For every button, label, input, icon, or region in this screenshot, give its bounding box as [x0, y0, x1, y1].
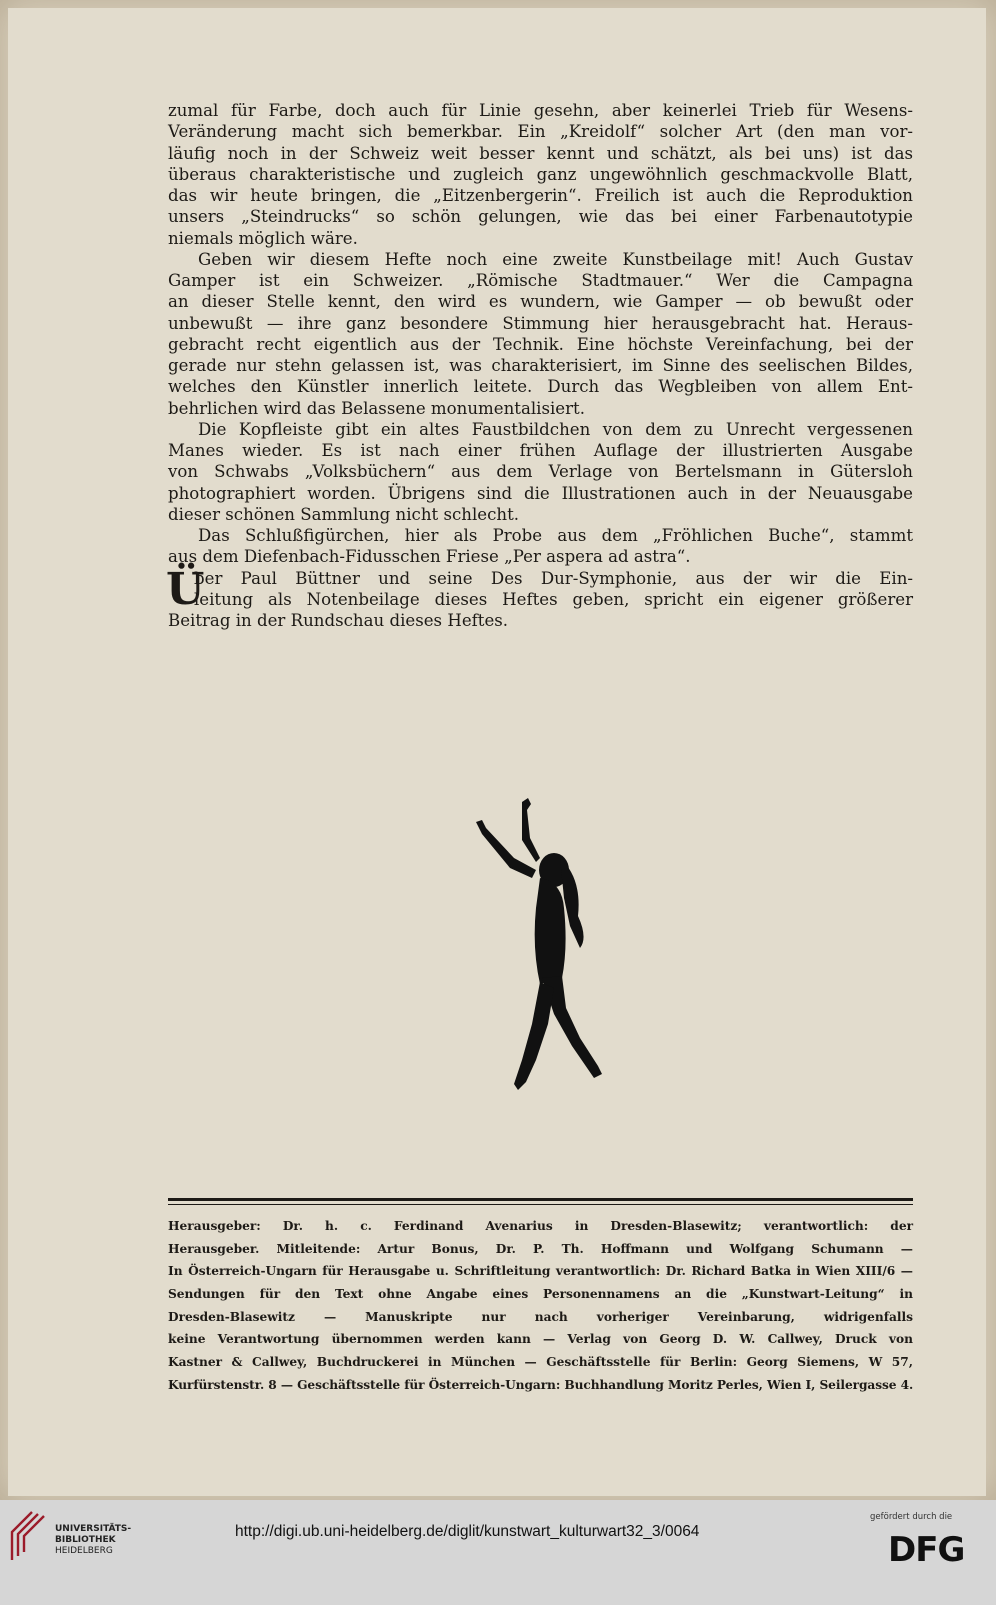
- text-line: zumal für Farbe, doch auch für Linie gesehn, aber keinerlei Trieb für Wesens-: [168, 101, 913, 120]
- university-library-name: [55, 1524, 131, 1557]
- imprint-line: keine Verantwortung übernommen werden kann — Verlag von Georg D. W. Callwey, Druck von: [168, 1332, 913, 1347]
- text-line: Manes wieder. Es ist nach einer frühen Auflage der illustrierten Ausgabe: [168, 441, 913, 460]
- text-line: aus dem Diefenbach-Fidusschen Friese „Per aspera ad astra“.: [168, 547, 691, 567]
- library-line: UNIVERSITÄTS-: [55, 1524, 132, 1534]
- text-line: leitung als Notenbeilage dieses Heftes geben, spricht ein eigener größerer: [194, 589, 913, 609]
- text-line: läufig noch in der Schweiz weit besser kennt und schätzt, als bei uns) ist das: [168, 143, 913, 163]
- page-paper: [8, 8, 986, 1496]
- closing-silhouette-figure: [470, 798, 610, 1093]
- imprint-line: Kurfürstenstr. 8 — Geschäftsstelle für Österreich-Ungarn: Buchhandlung Moritz Perles, Wien I, Seilergasse 4.: [168, 1377, 914, 1392]
- text-line: dieser schönen Sammlung nicht schlecht.: [168, 504, 520, 524]
- text-line: das wir heute bringen, die „Eitzenbergerin“. Freilich ist auch die Reproduktion: [168, 186, 913, 205]
- imprint-line: In Österreich-Ungarn für Herausgabe u. Schriftleitung verantwortlich: Dr. Richard Batka in Wien XIII/6 —: [168, 1264, 913, 1279]
- university-library-logo-icon: [6, 1508, 50, 1564]
- imprint-line: Kastner & Callwey, Buchdruckerei in München — Geschäftsstelle für Berlin: Georg Siemens, W 57,: [168, 1355, 913, 1370]
- text-line: unbewußt — ihre ganz besondere Stimmung hier herausgebracht hat. Heraus-: [168, 313, 913, 333]
- permalink-url[interactable]: http://digi.ub.uni-heidelberg.de/diglit/kunstwart_kulturwart32_3/0064: [235, 1523, 700, 1540]
- library-line: HEIDELBERG: [55, 1546, 113, 1556]
- text-line: behrlichen wird das Belassene monumentalisiert.: [168, 398, 585, 418]
- text-line: gebracht recht eigentlich aus der Technik. Eine höchste Vereinfachung, bei der: [168, 334, 913, 354]
- text-line: gerade nur stehn gelassen ist, was charakterisiert, im Sinne des seelischen Bildes,: [168, 356, 913, 375]
- imprint-line: Herausgeber. Mitleitende: Artur Bonus, Dr. P. Th. Hoffmann und Wolfgang Schumann —: [168, 1241, 913, 1256]
- text-line: an dieser Stelle kennt, den wird es wundern, wie Gamper — ob bewußt oder: [168, 292, 913, 312]
- text-line: ber Paul Büttner und seine Des Dur-Symphonie, aus der wir die Ein-: [194, 568, 913, 588]
- text-line: überaus charakteristische und zugleich ganz ungewöhnlich geschmackvolle Blatt,: [168, 164, 913, 184]
- imprint-line: Herausgeber: Dr. h. c. Ferdinand Avenarius in Dresden-Blasewitz; verantwortlich: der: [168, 1219, 913, 1233]
- imprint-block: [168, 1215, 913, 1397]
- text-line: niemals möglich wäre.: [168, 228, 358, 248]
- text-line: Das Schlußfigürchen, hier als Probe aus dem „Fröhlichen Buche“, stammt: [198, 526, 913, 545]
- text-line: welches den Künstler innerlich leitete. Durch das Wegbleiben von allem Ent-: [168, 377, 913, 397]
- main-text: [168, 100, 913, 631]
- imprint-line: Dresden-Blasewitz — Manuskripte nur nach vorheriger Vereinbarung, widrigenfalls: [168, 1309, 913, 1324]
- dfg-logo: DFG: [888, 1530, 965, 1570]
- text-line: Die Kopfleiste gibt ein altes Faustbildchen von dem zu Unrecht vergessenen: [198, 419, 913, 439]
- imprint-line: Sendungen für den Text ohne Angabe eines Personennamens an die „Kunstwart-Leitung“ in: [168, 1287, 913, 1302]
- sponsor-note: gefördert durch die: [870, 1512, 953, 1522]
- text-line: photographiert worden. Übrigens sind die Illustrationen auch in der Neuausgabe: [168, 483, 913, 503]
- text-line: Geben wir diesem Hefte noch eine zweite Kunstbeilage mit! Auch Gustav: [198, 249, 913, 269]
- text-line: unsers „Steindrucks“ so schön gelungen, wie das bei einer Farbenautotypie: [168, 207, 913, 227]
- text-line: Gamper ist ein Schweizer. „Römische Stadtmauer.“ Wer die Campagna: [168, 271, 913, 290]
- text-line: Veränderung macht sich bemerkbar. Ein „Kreidolf“ solcher Art (den man vor-: [168, 122, 913, 142]
- drop-cap: Ü: [166, 563, 205, 615]
- library-line: BIBLIOTHEK: [55, 1535, 116, 1545]
- text-line: von Schwabs „Volksbüchern“ aus dem Verlage von Bertelsmann in Gütersloh: [168, 462, 913, 482]
- imprint-divider-rule: [168, 1198, 913, 1205]
- viewer-footer-bar: [0, 1500, 996, 1605]
- text-line: Beitrag in der Rundschau dieses Heftes.: [168, 611, 509, 630]
